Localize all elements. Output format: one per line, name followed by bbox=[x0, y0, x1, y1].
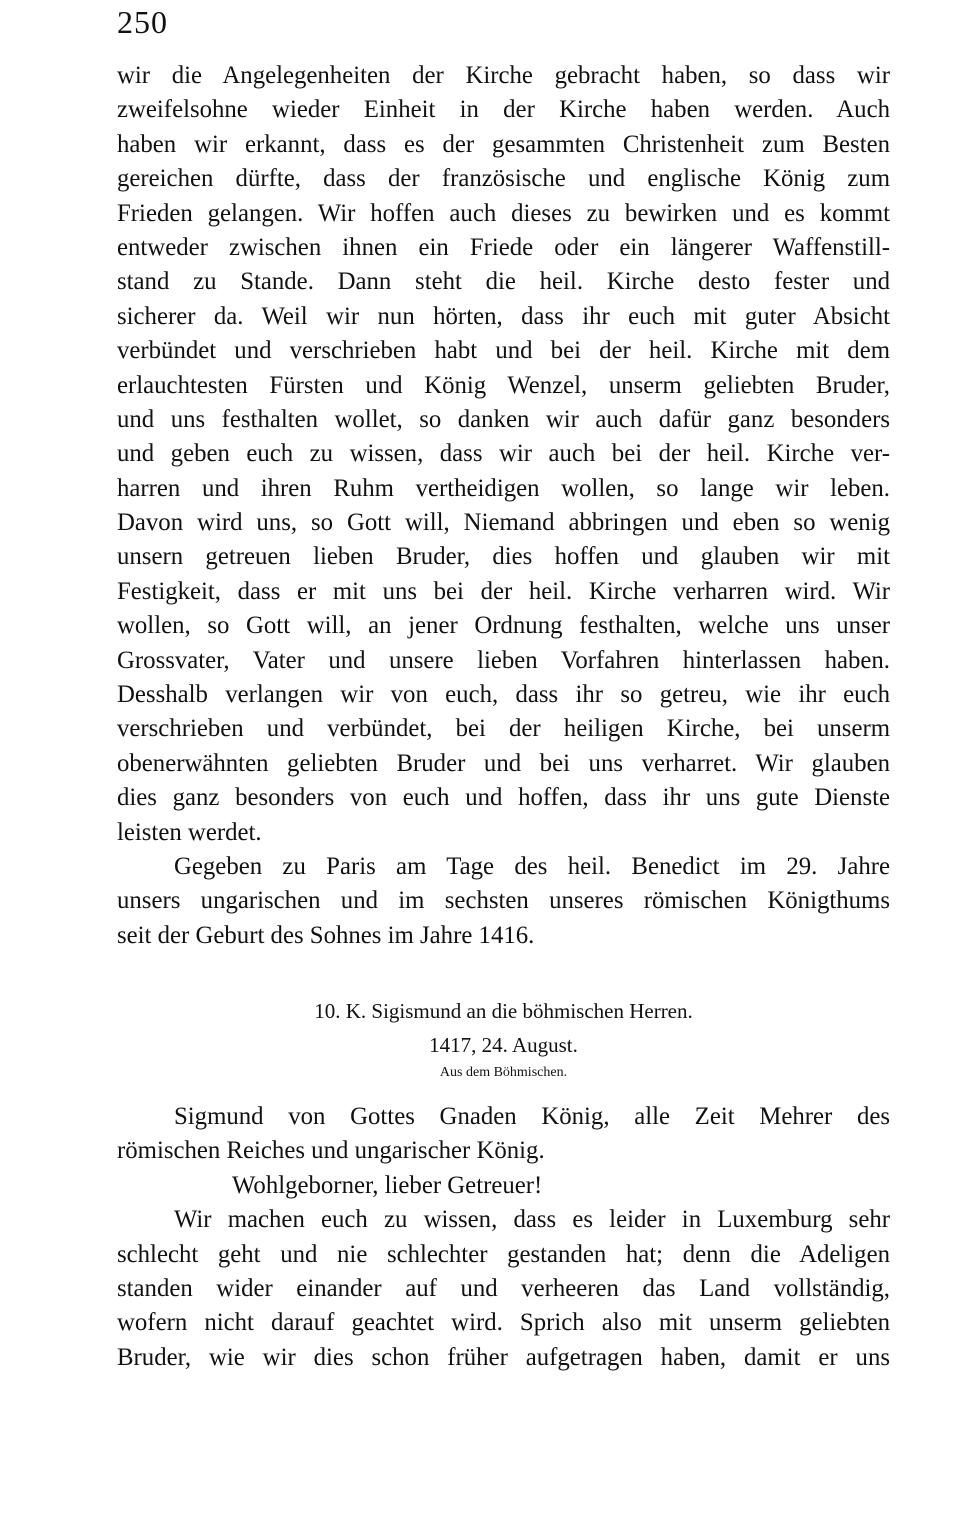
letter-body-line: Wir machen euch zu wissen, dass es leider in Luxemburg sehr bbox=[174, 1206, 890, 1234]
letter-text bbox=[117, 1100, 890, 1375]
text-line: und uns festhalten wollet, so danken wir auch dafür ganz besonders bbox=[117, 405, 890, 433]
text-line: wollen, so Gott will, an jener Ordnung festhalten, welche uns unser bbox=[117, 612, 890, 640]
letter-body-line: schlecht geht und nie schlechter gestanden hat; denn die Adeligen bbox=[117, 1240, 890, 1268]
text-line: leisten werdet. bbox=[117, 818, 262, 846]
document-title: 10. K. Sigismund an die böhmischen Herren. bbox=[314, 999, 693, 1023]
letter-opening-line: römischen Reiches und ungarischer König. bbox=[117, 1137, 545, 1165]
text-line: zweifelsohne wieder Einheit in der Kirche haben werden. Auch bbox=[117, 96, 890, 124]
document-date: 1417, 24. August. bbox=[429, 1033, 578, 1057]
text-line: entweder zwischen ihnen ein Friede oder ein längerer Waffenstill- bbox=[117, 233, 890, 261]
text-line: Desshalb verlangen wir von euch, dass ihr so getreu, wie ihr euch bbox=[117, 681, 890, 709]
letter-body-line: wofern nicht darauf geachtet wird. Sprich also mit unserm geliebten bbox=[117, 1309, 890, 1337]
text-line: stand zu Stande. Dann steht die heil. Kirche desto fester und bbox=[117, 268, 890, 296]
text-line: unsern getreuen lieben Bruder, dies hoffen und glauben wir mit bbox=[117, 543, 890, 571]
text-line: gereichen dürfte, dass der französische und englische König zum bbox=[117, 165, 890, 193]
text-line: sicherer da. Weil wir nun hörten, dass ihr euch mit guter Absicht bbox=[117, 302, 890, 330]
document-heading bbox=[117, 994, 890, 1084]
text-line: harren und ihren Ruhm vertheidigen wollen, so lange wir leben. bbox=[117, 474, 890, 502]
continued-letter-text bbox=[117, 59, 890, 953]
text-line: obenerwähnten geliebten Bruder und bei uns verharret. Wir glauben bbox=[117, 749, 890, 777]
closing-line: Gegeben zu Paris am Tage des heil. Benedict im 29. Jahre bbox=[174, 852, 890, 880]
closing-line: unsers ungarischen und im sechsten unseres römischen Königthums bbox=[117, 887, 890, 915]
letter-body-line: Bruder, wie wir dies schon früher aufgetragen haben, damit er uns bbox=[117, 1343, 890, 1371]
text-line: verschrieben und verbündet, bei der heiligen Kirche, bei unserm bbox=[117, 715, 890, 743]
letter-opening-line: Sigmund von Gottes Gnaden König, alle Zeit Mehrer des bbox=[174, 1103, 890, 1130]
salutation: Wohlgeborner, lieber Getreuer! bbox=[232, 1171, 543, 1199]
text-line: haben wir erkannt, dass es der gesammten Christenheit zum Besten bbox=[117, 130, 890, 158]
text-line: und geben euch zu wissen, dass wir auch bei der heil. Kirche ver- bbox=[117, 440, 890, 468]
text-line: verbündet und verschrieben habt und bei der heil. Kirche mit dem bbox=[117, 337, 890, 365]
text-line: Davon wird uns, so Gott will, Niemand abbringen und eben so wenig bbox=[117, 509, 890, 537]
text-line: Festigkeit, dass er mit uns bei der heil. Kirche verharren wird. Wir bbox=[117, 577, 890, 605]
text-line: Grossvater, Vater und unsere lieben Vorfahren hinterlassen haben. bbox=[117, 646, 890, 674]
closing-line: seit der Geburt des Sohnes im Jahre 1416. bbox=[117, 921, 535, 949]
page-number: 250 bbox=[117, 4, 168, 40]
text-line: wir die Angelegenheiten der Kirche gebracht haben, so dass wir bbox=[117, 62, 890, 89]
text-line: dies ganz besonders von euch und hoffen, dass ihr uns gute Dienste bbox=[117, 784, 890, 812]
text-line: erlauchtesten Fürsten und König Wenzel, unserm geliebten Bruder, bbox=[117, 371, 890, 399]
text-line: Frieden gelangen. Wir hoffen auch dieses zu bewirken und es kommt bbox=[117, 199, 890, 227]
letter-body-line: standen wider einander auf und verheeren das Land vollständig, bbox=[117, 1274, 890, 1302]
document-source: Aus dem Böhmischen. bbox=[439, 1065, 568, 1080]
